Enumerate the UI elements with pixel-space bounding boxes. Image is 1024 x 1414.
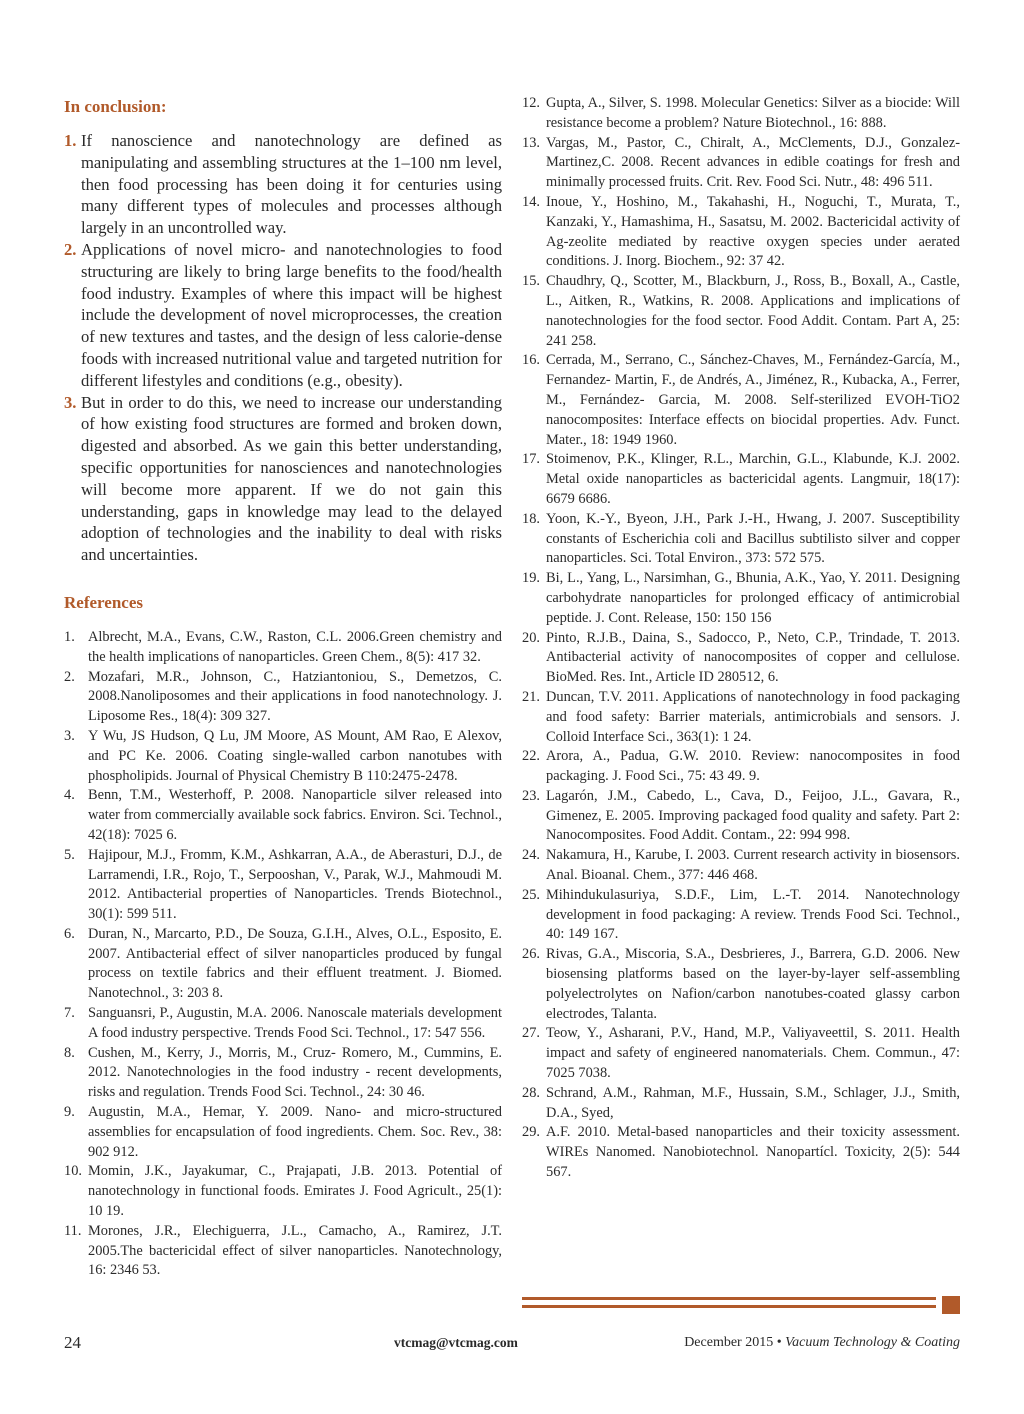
reference-number: 17. xyxy=(522,451,540,468)
conclusion-item xyxy=(64,392,502,566)
reference-item xyxy=(522,272,960,351)
conclusion-list xyxy=(64,130,502,566)
magazine-name: Vacuum Technology & Coating xyxy=(785,1335,960,1350)
conclusion-heading: In conclusion: xyxy=(64,97,167,116)
reference-text: Cushen, M., Kerry, J., Morris, M., Cruz- Romero, M., Cummins, E. 2012. Nanotechnologies in the food industry - recent developments, risks and regulation. Trends Food Sci. Technol., 24: 30 46. xyxy=(88,1044,502,1101)
reference-text: Sanguansri, P., Augustin, M.A. 2006. Nanoscale materials development A food industry perspective. Trends Food Sci. Technol., 17: 547 556. xyxy=(88,1005,502,1041)
reference-number: 14. xyxy=(522,193,540,210)
reference-item xyxy=(522,787,960,846)
reference-number: 15. xyxy=(522,273,540,290)
reference-item xyxy=(522,747,960,787)
reference-item xyxy=(522,629,960,688)
reference-number: 25. xyxy=(522,886,540,903)
reference-text: Lagarón, J.M., Cabedo, L., Cava, D., Feijoo, J.L., Gavara, R., Gimenez, E. 2005. Improving packaged food quality and safety. Part 2: Nanocomposites. Food Addit. Contam., 22: 994 998. xyxy=(546,787,960,844)
reference-number: 10. xyxy=(64,1163,82,1180)
reference-text: Duran, N., Marcarto, P.D., De Souza, G.I.H., Alves, O.L., Esposito, E. 2007. Antibacterial effect of silver nanoparticles produced by fungal process on textile fabrics and their effluent treatment. J. Biomed. Nanotechnol., 3: 203 8. xyxy=(88,925,502,1002)
reference-item xyxy=(64,628,502,668)
reference-item xyxy=(64,1103,502,1162)
conclusion-item xyxy=(64,239,502,392)
reference-text: Momin, J.K., Jayakumar, C., Prajapati, J.B. 2013. Potential of nanotechnology in functional foods. Emirates J. Food Agricult., 25(1): 10 19. xyxy=(88,1163,502,1220)
reference-text: Schrand, A.M., Rahman, M.F., Hussain, S.M., Schlager, J.J., Smith, D.A., Syed, xyxy=(546,1084,960,1121)
references-heading: References xyxy=(64,592,143,612)
reference-item xyxy=(522,945,960,1024)
reference-text: Hajipour, M.J., Fromm, K.M., Ashkarran, A.A., de Aberasturi, D.J., de Larramendi, I.R., Rojo, T., Serpooshan, V., Parak, W.J., Mahmoudi M. 2012. Antibacterial properties of Nanoparticles. Trends Biotechnol., 30(1): 599 511. xyxy=(88,846,502,923)
reference-text: Cerrada, M., Serrano, C., Sánchez-Chaves, M., Fernández-García, M., Fernandez- Martin, F., de Andrés, A., Jiménez, R., Kubacka, A., Ferrer, M., Fernández- Garcia, M. 2008. Self-sterilized EVOH-TiO2 nanocomposites: Interface effects on biocidal properties. Adv. Funct. Mater., 18: 1949 1960. xyxy=(546,352,960,448)
reference-number: 1. xyxy=(64,628,75,645)
reference-item xyxy=(522,193,960,272)
conclusion-number: 2. xyxy=(64,239,77,259)
reference-text: Yoon, K.-Y., Byeon, J.H., Park J.-H., Hwang, J. 2007. Susceptibility constants of Escherichia coli and Bacillus subtilisto silver and copper nanoparticles. Sci. Total Environ., 373: 572 575. xyxy=(546,510,960,567)
conclusion-text: Applications of novel micro- and nanotechnologies to food structuring are likely to bring large benefits to the food/health food industry. Examples of where this impact will be highest include the development of novel microprocesses, the creation of new textures and tastes, and the design of less calorie-dense foods with increased nutritional value and targeted nutrition for different lifestyles and conditions (e.g., obesity). xyxy=(81,239,502,390)
conclusion-text: But in order to do this, we need to increase our understanding of how existing food structures are formed and broken down, digested and absorbed. As we gain this better understanding, specific opportunities for nanosciences and nanotechnologies will become more apparent. If we do not gain this understanding, gaps in knowledge may lead to the delayed adoption of technologies and the inability to deal with risks and uncertainties. xyxy=(81,392,502,565)
reference-number: 7. xyxy=(64,1005,75,1022)
reference-number: 18. xyxy=(522,510,540,527)
conclusion-text: If nanoscience and nanotechnology are defined as manipulating and assembling structures at the 1–100 nm level, then food processing has been doing it for centuries using many different types of molecules and processes although largely in an uncontrolled way. xyxy=(81,131,502,238)
reference-item xyxy=(522,134,960,193)
reference-text: Stoimenov, P.K., Klinger, R.L., Marchin, G.L., Klabunde, K.J. 2002. Metal oxide nanoparticles as bactericidal agents. Langmuir, 18(17): 6679 6686. xyxy=(546,451,960,507)
reference-number: 9. xyxy=(64,1104,75,1121)
reference-text: Augustin, M.A., Hemar, Y. 2009. Nano- and micro-structured assemblies for encapsulation of food ingredients. Chem. Soc. Rev., 38: 902 912. xyxy=(88,1104,502,1160)
reference-text: Arora, A., Padua, G.W. 2010. Review: nanocomposites in food packaging. J. Food Sci., 75: 43 49. 9. xyxy=(546,748,960,785)
reference-number: 23. xyxy=(522,787,540,804)
reference-number: 6. xyxy=(64,925,75,942)
reference-list-left xyxy=(64,628,502,1281)
reference-item xyxy=(522,1024,960,1083)
reference-text: Pinto, R.J.B., Daina, S., Sadocco, P., Neto, C.P., Trindade, T. 2013. Antibacterial activity of nanocomposites of copper and cellulose. BioMed. Res. Int., Article ID 280512, 6. xyxy=(546,629,960,686)
reference-number: 26. xyxy=(522,946,540,963)
reference-number: 12. xyxy=(522,95,540,111)
reference-text: Morones, J.R., Elechiguerra, J.L., Camacho, A., Ramirez, J.T. 2005.The bactericidal effect of silver nanoparticles. Nanotechnology, 16: 2346 53. xyxy=(88,1222,502,1279)
reference-item xyxy=(522,450,960,509)
reference-item xyxy=(522,1084,960,1124)
reference-text: Albrecht, M.A., Evans, C.W., Raston, C.L. 2006.Green chemistry and the health implications of nanoparticles. Green Chem., 8(5): 417 32. xyxy=(88,628,502,665)
reference-text: Inoue, Y., Hoshino, M., Takahashi, H., Noguchi, T., Murata, T., Kanzaki, Y., Hamashima, H., Sasatsu, M. 2002. Bactericidal activity of Ag-zeolite mediated by reactive oxygen species under aerated conditions. J. Inorg. Biochem., 92: 37 42. xyxy=(546,193,960,270)
reference-item xyxy=(64,786,502,845)
reference-item xyxy=(64,1162,502,1221)
reference-text: Duncan, T.V. 2011. Applications of nanotechnology in food packaging and food safety: Barrier materials, antimicrobials and sensors. J. Colloid Interface Sci., 363(1): 1 24. xyxy=(546,688,960,745)
reference-number: 24. xyxy=(522,847,540,864)
reference-number: 8. xyxy=(64,1044,75,1061)
reference-number: 28. xyxy=(522,1084,540,1101)
reference-number: 4. xyxy=(64,787,75,804)
footer-issue xyxy=(684,1333,960,1353)
reference-item xyxy=(64,846,502,925)
reference-item xyxy=(522,569,960,628)
rule-line-bottom xyxy=(522,1305,936,1308)
footer-bullet: • xyxy=(776,1335,782,1350)
reference-text: Mozafari, M.R., Johnson, C., Hatziantoniou, S., Demetzos, C. 2008.Nanoliposomes and their applications in food nanotechnology. J. Liposome Res., 18(4): 309 327. xyxy=(88,668,502,725)
reference-item xyxy=(522,886,960,945)
reference-item xyxy=(522,510,960,569)
reference-number: 21. xyxy=(522,688,540,705)
reference-text: Mihindukulasuriya, S.D.F., Lim, L.-T. 2014. Nanotechnology development in food packaging: A review. Trends Food Sci. Technol., 40: 149 167. xyxy=(546,886,960,943)
reference-number: 29. xyxy=(522,1124,540,1141)
reference-item xyxy=(522,351,960,450)
conclusion-number: 3. xyxy=(64,392,77,412)
reference-text: Bi, L., Yang, L., Narsimhan, G., Bhunia, A.K., Yao, Y. 2011. Designing carbohydrate nanoparticles for prolonged efficacy of antimicrobial peptide. J. Cont. Release, 150: 150 156 xyxy=(546,570,960,626)
conclusion-item xyxy=(64,130,502,239)
reference-number: 11. xyxy=(64,1222,82,1239)
issue-date: December 2015 xyxy=(684,1335,774,1350)
left-column xyxy=(64,94,502,1281)
reference-item xyxy=(64,727,502,786)
reference-item xyxy=(64,668,502,727)
reference-item xyxy=(64,1044,502,1103)
reference-number: 19. xyxy=(522,570,540,587)
reference-number: 2. xyxy=(64,668,75,685)
reference-number: 5. xyxy=(64,846,75,863)
reference-text: Y Wu, JS Hudson, Q Lu, JM Moore, AS Mount, AM Rao, E Alexov, and PC Ke. 2006. Coating single-walled carbon nanotubes with phospholipids. Journal of Physical Chemistry B 110:2475-2478. xyxy=(88,727,502,784)
reference-item xyxy=(64,1004,502,1044)
reference-text: Rivas, G.A., Miscoria, S.A., Desbrieres, J., Barrera, G.D. 2006. New biosensing platforms based on the layer-by-layer self-assembling polyelectrolytes on Nafion/carbon nanotubes-coated glassy carbon electrodes, Talanta. xyxy=(546,946,960,1022)
reference-number: 20. xyxy=(522,629,540,646)
reference-number: 13. xyxy=(522,134,540,151)
reference-text: Benn, T.M., Westerhoff, P. 2008. Nanoparticle silver released into water from commercially available sock fabrics. Environ. Sci. Technol., 42(18): 7025 6. xyxy=(88,787,502,843)
reference-item xyxy=(64,1222,502,1281)
reference-number: 3. xyxy=(64,727,75,744)
rule-line-top xyxy=(522,1297,936,1300)
reference-text: Vargas, M., Pastor, C., Chiralt, A., McClements, D.J., Gonzalez-Martinez,C. 2008. Recent advances in edible coatings for fresh and minimally processed fruits. Crit. Rev. Food Sci. Nutr., 48: 496 511. xyxy=(546,134,960,191)
footer-email: vtcmag@vtcmag.com xyxy=(394,1335,518,1350)
reference-text: Nakamura, H., Karube, I. 2003. Current research activity in biosensors. Anal. Bioanal. Chem., 377: 446 468. xyxy=(546,847,960,884)
reference-number: 16. xyxy=(522,352,540,369)
rule-square xyxy=(942,1296,960,1314)
page-number: 24 xyxy=(64,1333,81,1352)
reference-list-right xyxy=(522,94,960,1183)
reference-number: 27. xyxy=(522,1025,540,1042)
reference-item xyxy=(522,846,960,886)
decorative-rule xyxy=(522,1296,960,1314)
reference-item xyxy=(522,1123,960,1182)
reference-number: 22. xyxy=(522,748,540,765)
reference-text: Chaudhry, Q., Scotter, M., Blackburn, J., Ross, B., Boxall, A., Castle, L., Aitken, R., Watkins, R. 2008. Applications and implications of nanotechnologies for the food sector. Food Addit. Contam. Part A, 25: 241 258. xyxy=(546,273,960,349)
reference-item xyxy=(522,688,960,747)
conclusion-number: 1. xyxy=(64,131,77,150)
reference-text: A.F. 2010. Metal-based nanoparticles and their toxicity assessment. WIREs Nanomed. Nanobiotechnol. Nanopartícl. Toxicity, 2(5): 544 567. xyxy=(546,1124,960,1181)
right-column xyxy=(522,94,960,1183)
reference-text: Teow, Y., Asharani, P.V., Hand, M.P., Valiyaveettil, S. 2011. Health impact and safety of engineered nanomaterials. Chem. Commun., 47: 7025 7038. xyxy=(546,1025,960,1082)
reference-text: Gupta, A., Silver, S. 1998. Molecular Genetics: Silver as a biocide: Will resistance become a problem? Nature Biotechnol., 16: 888. xyxy=(546,95,960,131)
reference-item xyxy=(64,925,502,1004)
reference-item xyxy=(522,94,960,134)
